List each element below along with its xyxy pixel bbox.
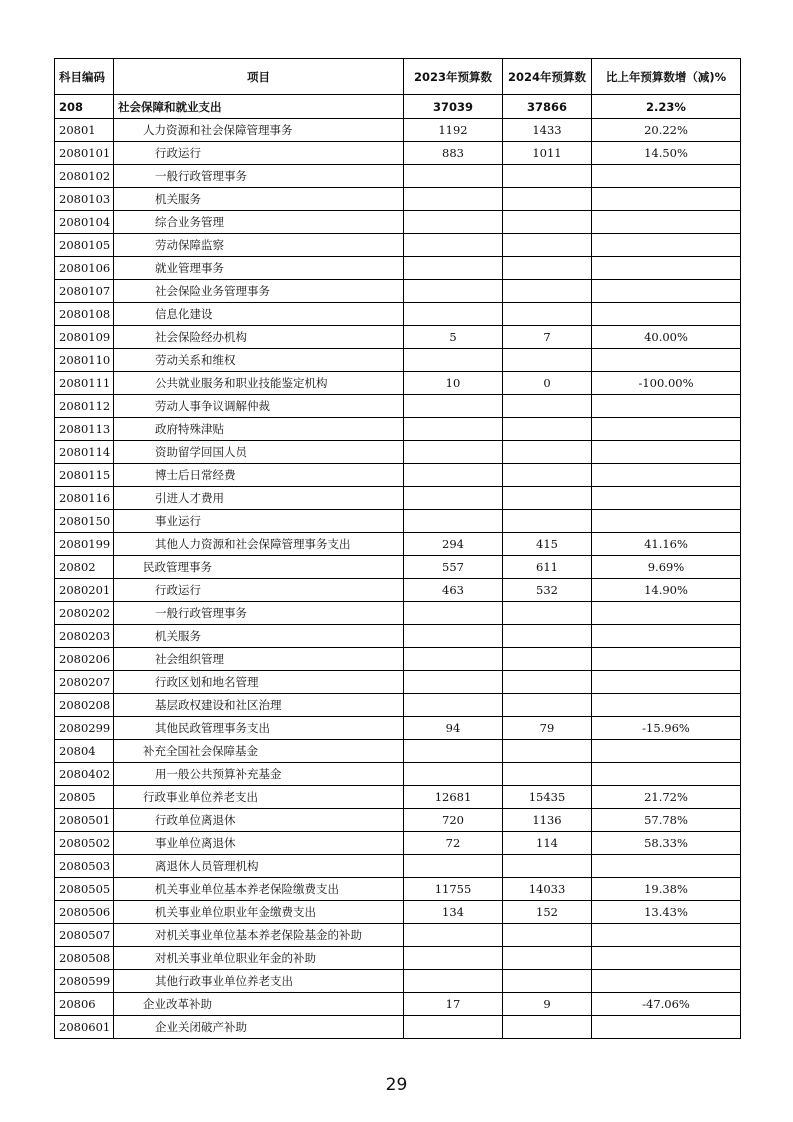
item-name-cell: 其他人力资源和社会保障管理事务支出 [114, 533, 404, 556]
item-name-cell: 行政事业单位养老支出 [114, 786, 404, 809]
budget-2023-cell [404, 602, 503, 625]
table-row [55, 119, 741, 142]
subject-code-cell: 2080601 [55, 1016, 114, 1039]
item-name-cell: 政府特殊津贴 [114, 418, 404, 441]
budget-2024-cell: 1433 [503, 119, 592, 142]
subject-code-cell: 2080207 [55, 671, 114, 694]
subject-code-cell: 2080105 [55, 234, 114, 257]
budget-2023-cell [404, 395, 503, 418]
item-name-cell: 就业管理事务 [114, 257, 404, 280]
budget-2023-cell: 134 [404, 901, 503, 924]
table-row [55, 487, 741, 510]
change-percent-cell [592, 441, 741, 464]
item-name-cell: 对机关事业单位基本养老保险基金的补助 [114, 924, 404, 947]
budget-2023-cell [404, 947, 503, 970]
subject-code-cell: 2080203 [55, 625, 114, 648]
table-row [55, 533, 741, 556]
budget-2024-cell: 114 [503, 832, 592, 855]
budget-2023-cell: 5 [404, 326, 503, 349]
budget-2024-cell: 15435 [503, 786, 592, 809]
page-number: 29 [385, 1075, 408, 1095]
budget-2023-cell [404, 970, 503, 993]
table-row [55, 211, 741, 234]
change-percent-cell: -15.96% [592, 717, 741, 740]
subject-code-cell: 2080104 [55, 211, 114, 234]
subject-code-cell: 2080110 [55, 349, 114, 372]
budget-2023-cell [404, 418, 503, 441]
change-percent-cell [592, 464, 741, 487]
table-row [55, 188, 741, 211]
budget-2024-cell [503, 165, 592, 188]
budget-2024-cell [503, 280, 592, 303]
item-name-cell: 民政管理事务 [114, 556, 404, 579]
budget-2023-cell [404, 487, 503, 510]
header-item: 项目 [114, 59, 404, 95]
item-name-cell: 劳动关系和维权 [114, 349, 404, 372]
budget-2024-cell [503, 625, 592, 648]
budget-2023-cell: 463 [404, 579, 503, 602]
change-percent-cell [592, 671, 741, 694]
subject-code-cell: 2080107 [55, 280, 114, 303]
budget-2024-cell [503, 924, 592, 947]
table-row [55, 349, 741, 372]
table-row [55, 763, 741, 786]
budget-2023-cell: 720 [404, 809, 503, 832]
table-body [55, 95, 741, 1039]
change-percent-cell: 58.33% [592, 832, 741, 855]
item-name-cell: 其他行政事业单位养老支出 [114, 970, 404, 993]
budget-2024-cell [503, 211, 592, 234]
budget-2023-cell [404, 648, 503, 671]
change-percent-cell [592, 763, 741, 786]
item-name-cell: 补充全国社会保障基金 [114, 740, 404, 763]
budget-2023-cell [404, 257, 503, 280]
item-name-cell: 用一般公共预算补充基金 [114, 763, 404, 786]
budget-2023-cell [404, 441, 503, 464]
budget-table-container [54, 58, 740, 1039]
change-percent-cell: 9.69% [592, 556, 741, 579]
subject-code-cell: 20802 [55, 556, 114, 579]
change-percent-cell [592, 1016, 741, 1039]
subject-code-cell: 2080503 [55, 855, 114, 878]
subject-code-cell: 2080111 [55, 372, 114, 395]
item-name-cell: 行政运行 [114, 579, 404, 602]
table-row [55, 648, 741, 671]
table-row [55, 924, 741, 947]
change-percent-cell: 41.16% [592, 533, 741, 556]
item-name-cell: 人力资源和社会保障管理事务 [114, 119, 404, 142]
table-row [55, 947, 741, 970]
table-row [55, 740, 741, 763]
budget-2023-cell: 37039 [404, 95, 503, 119]
budget-2023-cell [404, 165, 503, 188]
subject-code-cell: 2080199 [55, 533, 114, 556]
table-row [55, 579, 741, 602]
subject-code-cell: 2080599 [55, 970, 114, 993]
budget-2024-cell: 79 [503, 717, 592, 740]
budget-2024-cell [503, 510, 592, 533]
budget-2024-cell [503, 763, 592, 786]
budget-2024-cell: 9 [503, 993, 592, 1016]
table-row [55, 303, 741, 326]
table-row [55, 510, 741, 533]
table-row [55, 717, 741, 740]
budget-2024-cell [503, 418, 592, 441]
change-percent-cell [592, 395, 741, 418]
change-percent-cell [592, 280, 741, 303]
budget-2023-cell [404, 1016, 503, 1039]
subject-code-cell: 2080103 [55, 188, 114, 211]
table-row [55, 786, 741, 809]
item-name-cell: 一般行政管理事务 [114, 602, 404, 625]
budget-2023-cell [404, 464, 503, 487]
subject-code-cell: 2080507 [55, 924, 114, 947]
budget-2024-cell [503, 303, 592, 326]
table-row [55, 1016, 741, 1039]
header-2024-budget: 2024年预算数 [503, 59, 592, 95]
table-row [55, 901, 741, 924]
budget-2024-cell [503, 234, 592, 257]
budget-2023-cell [404, 188, 503, 211]
header-2023-budget: 2023年预算数 [404, 59, 503, 95]
table-row [55, 95, 741, 119]
item-name-cell: 事业运行 [114, 510, 404, 533]
budget-2024-cell [503, 671, 592, 694]
table-row [55, 671, 741, 694]
budget-2023-cell [404, 303, 503, 326]
item-name-cell: 劳动保障监察 [114, 234, 404, 257]
change-percent-cell [592, 602, 741, 625]
budget-2023-cell: 94 [404, 717, 503, 740]
budget-2023-cell [404, 510, 503, 533]
table-row [55, 395, 741, 418]
change-percent-cell [592, 487, 741, 510]
subject-code-cell: 2080508 [55, 947, 114, 970]
subject-code-cell: 20806 [55, 993, 114, 1016]
budget-2024-cell [503, 1016, 592, 1039]
change-percent-cell [592, 349, 741, 372]
change-percent-cell [592, 188, 741, 211]
budget-2024-cell [503, 188, 592, 211]
budget-2024-cell: 0 [503, 372, 592, 395]
item-name-cell: 行政区划和地名管理 [114, 671, 404, 694]
item-name-cell: 社会保险经办机构 [114, 326, 404, 349]
budget-2024-cell [503, 487, 592, 510]
table-row [55, 855, 741, 878]
table-row [55, 602, 741, 625]
budget-2023-cell [404, 349, 503, 372]
subject-code-cell: 2080299 [55, 717, 114, 740]
budget-2023-cell: 12681 [404, 786, 503, 809]
subject-code-cell: 2080106 [55, 257, 114, 280]
subject-code-cell: 2080502 [55, 832, 114, 855]
subject-code-cell: 2080505 [55, 878, 114, 901]
budget-2023-cell: 10 [404, 372, 503, 395]
budget-2024-cell [503, 947, 592, 970]
subject-code-cell: 2080101 [55, 142, 114, 165]
subject-code-cell: 2080202 [55, 602, 114, 625]
change-percent-cell: 21.72% [592, 786, 741, 809]
subject-code-cell: 2080114 [55, 441, 114, 464]
item-name-cell: 企业关闭破产补助 [114, 1016, 404, 1039]
change-percent-cell: 19.38% [592, 878, 741, 901]
change-percent-cell [592, 211, 741, 234]
item-name-cell: 一般行政管理事务 [114, 165, 404, 188]
subject-code-cell: 2080402 [55, 763, 114, 786]
budget-table [54, 58, 741, 1039]
subject-code-cell: 2080208 [55, 694, 114, 717]
budget-2023-cell [404, 763, 503, 786]
change-percent-cell [592, 303, 741, 326]
table-row [55, 257, 741, 280]
change-percent-cell [592, 855, 741, 878]
subject-code-cell: 2080112 [55, 395, 114, 418]
table-row [55, 280, 741, 303]
budget-2024-cell [503, 694, 592, 717]
item-name-cell: 事业单位离退休 [114, 832, 404, 855]
budget-2023-cell: 883 [404, 142, 503, 165]
item-name-cell: 企业改革补助 [114, 993, 404, 1016]
item-name-cell: 行政运行 [114, 142, 404, 165]
item-name-cell: 机关事业单位基本养老保险缴费支出 [114, 878, 404, 901]
budget-2024-cell [503, 464, 592, 487]
budget-2023-cell [404, 234, 503, 257]
change-percent-cell [592, 648, 741, 671]
header-subject-code: 科目编码 [55, 59, 114, 95]
item-name-cell: 劳动人事争议调解仲裁 [114, 395, 404, 418]
change-percent-cell: -100.00% [592, 372, 741, 395]
item-name-cell: 资助留学回国人员 [114, 441, 404, 464]
budget-2023-cell [404, 671, 503, 694]
budget-2024-cell [503, 855, 592, 878]
subject-code-cell: 20804 [55, 740, 114, 763]
budget-2024-cell [503, 257, 592, 280]
subject-code-cell: 2080113 [55, 418, 114, 441]
budget-2023-cell [404, 740, 503, 763]
table-row [55, 372, 741, 395]
budget-2024-cell [503, 395, 592, 418]
change-percent-cell: 2.23% [592, 95, 741, 119]
budget-2024-cell [503, 349, 592, 372]
budget-2024-cell [503, 740, 592, 763]
budget-2024-cell [503, 970, 592, 993]
table-row [55, 694, 741, 717]
subject-code-cell: 2080102 [55, 165, 114, 188]
change-percent-cell [592, 165, 741, 188]
subject-code-cell: 2080116 [55, 487, 114, 510]
item-name-cell: 基层政权建设和社区治理 [114, 694, 404, 717]
item-name-cell: 综合业务管理 [114, 211, 404, 234]
table-row [55, 809, 741, 832]
table-row [55, 326, 741, 349]
budget-2024-cell: 7 [503, 326, 592, 349]
budget-2023-cell: 17 [404, 993, 503, 1016]
budget-2024-cell: 152 [503, 901, 592, 924]
subject-code-cell: 20801 [55, 119, 114, 142]
item-name-cell: 公共就业服务和职业技能鉴定机构 [114, 372, 404, 395]
item-name-cell: 机关服务 [114, 188, 404, 211]
table-row [55, 441, 741, 464]
budget-2023-cell [404, 625, 503, 648]
change-percent-cell [592, 510, 741, 533]
change-percent-cell [592, 924, 741, 947]
subject-code-cell: 2080150 [55, 510, 114, 533]
budget-2023-cell: 294 [404, 533, 503, 556]
budget-2024-cell: 14033 [503, 878, 592, 901]
item-name-cell: 其他民政管理事务支出 [114, 717, 404, 740]
change-percent-cell: 14.50% [592, 142, 741, 165]
change-percent-cell [592, 970, 741, 993]
subject-code-cell: 208 [55, 95, 114, 119]
subject-code-cell: 2080506 [55, 901, 114, 924]
item-name-cell: 信息化建设 [114, 303, 404, 326]
item-name-cell: 对机关事业单位职业年金的补助 [114, 947, 404, 970]
table-header-row [55, 59, 741, 95]
change-percent-cell [592, 625, 741, 648]
item-name-cell: 博士后日常经费 [114, 464, 404, 487]
subject-code-cell: 2080109 [55, 326, 114, 349]
item-name-cell: 机关服务 [114, 625, 404, 648]
change-percent-cell [592, 694, 741, 717]
budget-2023-cell: 1192 [404, 119, 503, 142]
change-percent-cell [592, 234, 741, 257]
table-row [55, 234, 741, 257]
subject-code-cell: 20805 [55, 786, 114, 809]
item-name-cell: 离退休人员管理机构 [114, 855, 404, 878]
budget-2023-cell: 72 [404, 832, 503, 855]
budget-2023-cell [404, 924, 503, 947]
table-row [55, 464, 741, 487]
budget-2023-cell: 557 [404, 556, 503, 579]
table-row [55, 832, 741, 855]
subject-code-cell: 2080108 [55, 303, 114, 326]
subject-code-cell: 2080501 [55, 809, 114, 832]
change-percent-cell [592, 740, 741, 763]
budget-2024-cell: 37866 [503, 95, 592, 119]
item-name-cell: 社会组织管理 [114, 648, 404, 671]
budget-2024-cell: 532 [503, 579, 592, 602]
budget-2023-cell [404, 211, 503, 234]
item-name-cell: 行政单位离退休 [114, 809, 404, 832]
change-percent-cell: 40.00% [592, 326, 741, 349]
budget-2023-cell [404, 280, 503, 303]
header-change-percent: 比上年预算数增（减)% [592, 59, 741, 95]
change-percent-cell: 14.90% [592, 579, 741, 602]
budget-2024-cell: 1136 [503, 809, 592, 832]
table-row [55, 625, 741, 648]
subject-code-cell: 2080201 [55, 579, 114, 602]
budget-2024-cell: 1011 [503, 142, 592, 165]
subject-code-cell: 2080206 [55, 648, 114, 671]
change-percent-cell: 20.22% [592, 119, 741, 142]
item-name-cell: 社会保障和就业支出 [114, 95, 404, 119]
change-percent-cell: -47.06% [592, 993, 741, 1016]
change-percent-cell: 57.78% [592, 809, 741, 832]
budget-2024-cell [503, 602, 592, 625]
budget-2023-cell [404, 855, 503, 878]
table-row [55, 993, 741, 1016]
change-percent-cell [592, 257, 741, 280]
change-percent-cell [592, 418, 741, 441]
table-row [55, 556, 741, 579]
table-row [55, 878, 741, 901]
table-row [55, 142, 741, 165]
budget-2024-cell: 415 [503, 533, 592, 556]
table-row [55, 970, 741, 993]
item-name-cell: 社会保险业务管理事务 [114, 280, 404, 303]
change-percent-cell: 13.43% [592, 901, 741, 924]
table-row [55, 418, 741, 441]
budget-2024-cell [503, 441, 592, 464]
budget-2023-cell: 11755 [404, 878, 503, 901]
item-name-cell: 引进人才费用 [114, 487, 404, 510]
change-percent-cell [592, 947, 741, 970]
table-row [55, 165, 741, 188]
budget-2024-cell: 611 [503, 556, 592, 579]
budget-2023-cell [404, 694, 503, 717]
item-name-cell: 机关事业单位职业年金缴费支出 [114, 901, 404, 924]
budget-2024-cell [503, 648, 592, 671]
subject-code-cell: 2080115 [55, 464, 114, 487]
